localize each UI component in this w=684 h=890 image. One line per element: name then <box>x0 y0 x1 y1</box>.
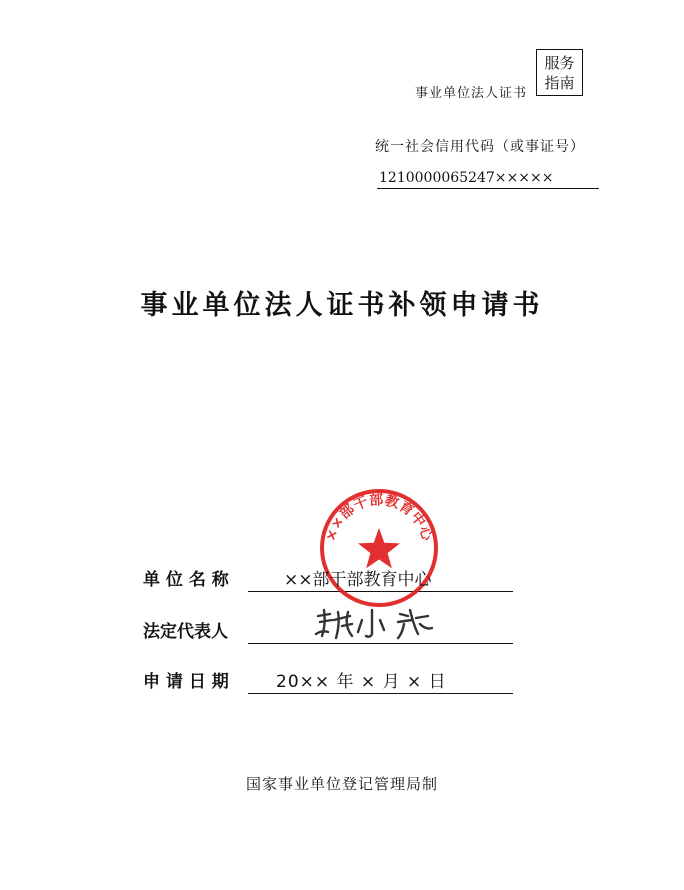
unit-name-label: 单 位 名 称 <box>143 570 229 590</box>
issuer-footer: 国家事业单位登记管理局制 <box>245 775 438 793</box>
certificate-label: 事业单位法人证书 <box>415 86 528 101</box>
form-row-representative <box>143 618 523 648</box>
official-seal <box>318 487 440 609</box>
seal-star-icon <box>358 528 400 568</box>
date-value: 20×× 年 × 月 × 日 <box>276 672 447 692</box>
credit-code-value: 1210000065247××××× <box>377 170 599 189</box>
handwritten-signature <box>308 604 448 644</box>
seal-text: ××部干部教育中心 <box>322 492 436 544</box>
document-title: 事业单位法人证书补领申请书 <box>140 290 544 321</box>
representative-label: 法定代表人 <box>143 622 228 642</box>
service-guide-badge <box>536 49 583 96</box>
unit-name-value: ××部干部教育中心 <box>284 570 432 590</box>
form-row-date <box>143 668 523 698</box>
service-badge-line-1: 服务 <box>544 53 575 72</box>
credit-code-label: 统一社会信用代码（或事证号） <box>375 139 585 155</box>
service-badge-line-2: 指南 <box>544 73 575 92</box>
date-label: 申 请 日 期 <box>143 672 229 692</box>
